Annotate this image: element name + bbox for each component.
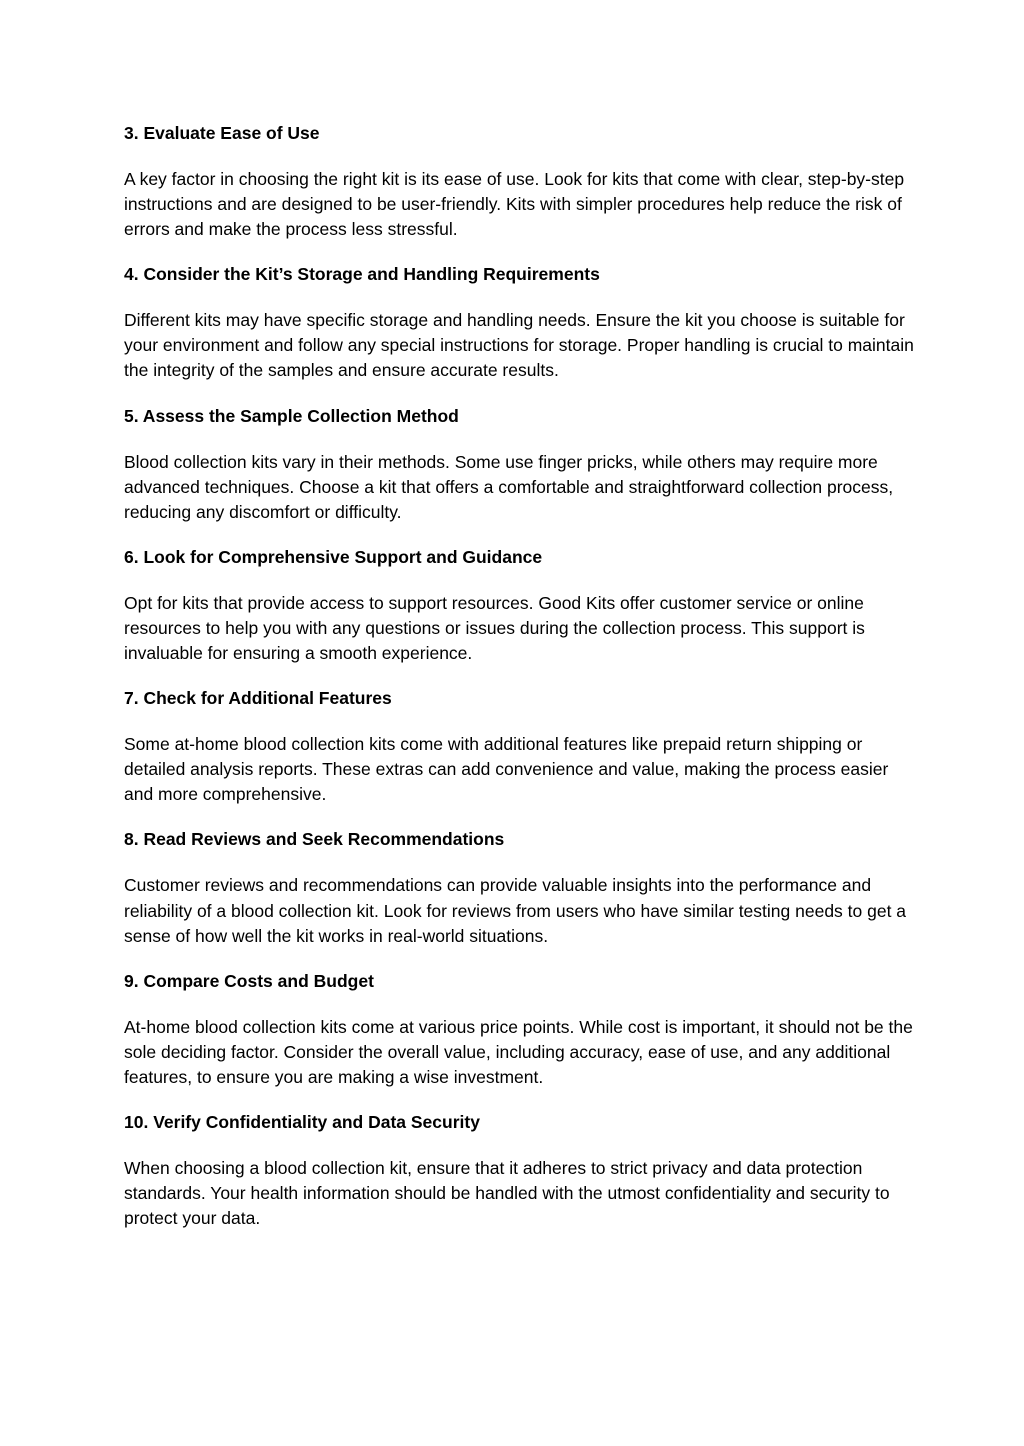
section-collection-method <box>124 404 914 525</box>
section-heading: 10. Verify Confidentiality and Data Security <box>124 1111 480 1132</box>
section-heading: 7. Check for Additional Features <box>124 688 392 709</box>
section-additional-features <box>124 686 914 807</box>
section-paragraph: At-home blood collection kits come at various price points. While cost is important, it should not be the sole deciding factor. Consider the overall value, including accuracy, ease of use, and any additional features, to ensure you are making a wise investment. <box>124 1016 913 1087</box>
section-reviews <box>124 827 914 948</box>
section-paragraph: Blood collection kits vary in their methods. Some use finger pricks, while others may require more advanced techniques. Choose a kit that offers a comfortable and straightforward collection process, reducing any discomfort or difficulty. <box>124 451 894 522</box>
section-data-security <box>124 1110 914 1231</box>
section-paragraph: A key factor in choosing the right kit is its ease of use. Look for kits that come with clear, step-by-step instructions and are designed to be user-friendly. Kits with simpler procedures help reduce the risk of errors and make the process less stressful. <box>124 169 905 240</box>
section-paragraph: When choosing a blood collection kit, ensure that it adheres to strict privacy and data protection standards. Your health information should be handled with the utmost confidentiality and security to protect your data. <box>124 1157 890 1229</box>
section-heading: 9. Compare Costs and Budget <box>124 970 374 991</box>
section-paragraph: Different kits may have specific storage and handling needs. Ensure the kit you choose is suitable for your environment and follow any special instructions for storage. Proper handling is crucial to maintain the integrity of the samples and ensure accurate results. <box>124 310 914 381</box>
section-paragraph: Customer reviews and recommendations can provide valuable insights into the performance and reliability of a blood collection kit. Look for reviews from users who have similar testing needs to get a sense of how well the kit works in real-world situations. <box>124 875 907 946</box>
section-paragraph: Opt for kits that provide access to support resources. Good Kits offer customer service or online resources to help you with any questions or issues during the collection process. This support is invaluable for ensuring a smooth experience. <box>124 592 865 664</box>
section-paragraph: Some at-home blood collection kits come with additional features like prepaid return shipping or detailed analysis reports. These extras can add convenience and value, making the process easier and more comprehensive. <box>124 734 889 805</box>
section-heading: 6. Look for Comprehensive Support and Guidance <box>124 546 543 567</box>
section-ease-of-use <box>124 121 914 242</box>
section-costs-budget <box>124 969 914 1090</box>
section-support-guidance <box>124 545 914 666</box>
document-page <box>124 121 914 1251</box>
section-heading: 3. Evaluate Ease of Use <box>124 123 320 143</box>
section-heading: 5. Assess the Sample Collection Method <box>124 405 459 426</box>
section-heading: 8. Read Reviews and Seek Recommendations <box>124 829 505 850</box>
section-heading: 4. Consider the Kit’s Storage and Handling Requirements <box>124 264 600 285</box>
section-storage-handling <box>124 262 914 383</box>
